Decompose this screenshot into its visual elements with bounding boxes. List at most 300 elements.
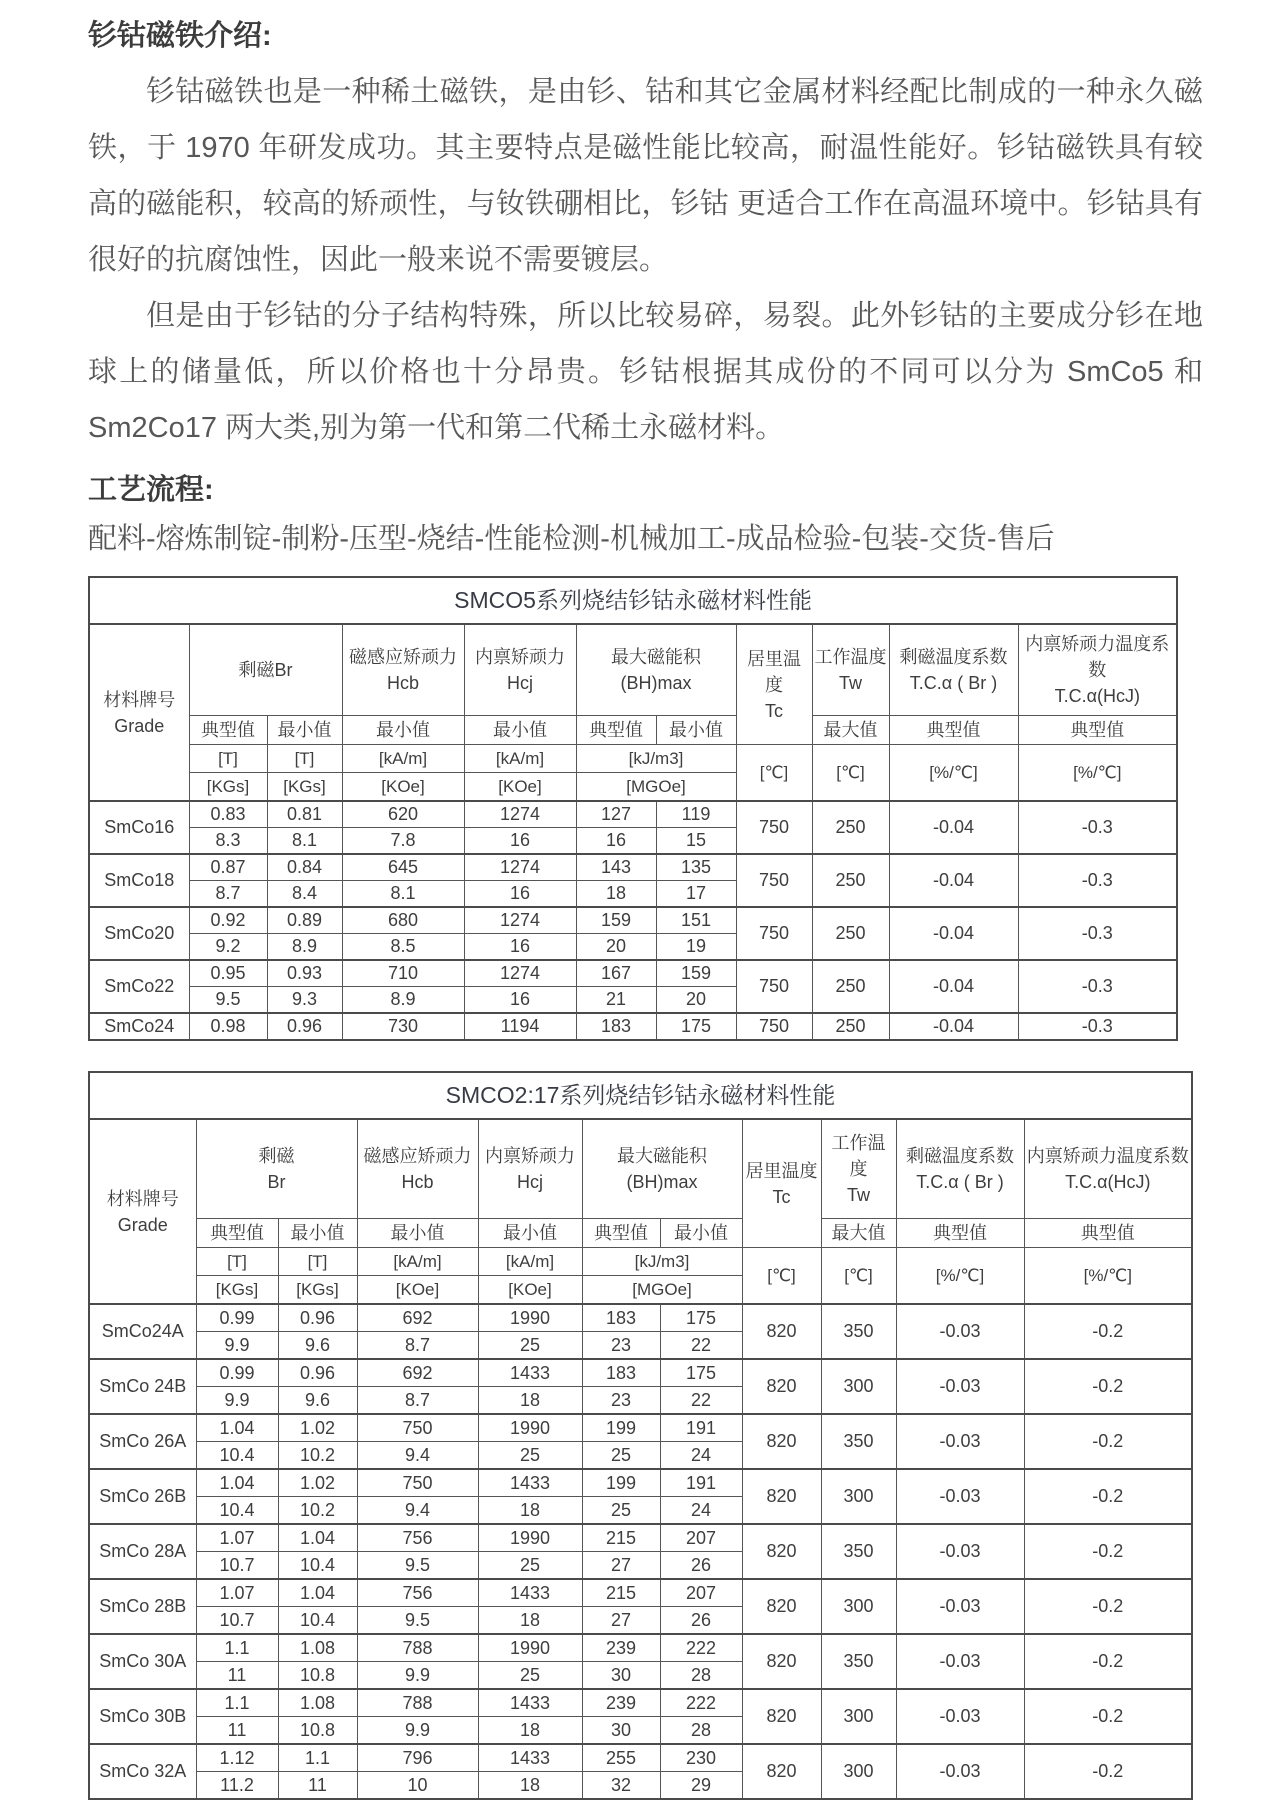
col-header-tw: 工作温度 Tw — [821, 1119, 896, 1219]
unit-cell: [KOe] — [342, 773, 464, 802]
data-cell: 750 — [357, 1469, 478, 1497]
data-cell: 1.04 — [196, 1469, 278, 1497]
data-cell: 215 — [582, 1579, 660, 1607]
data-cell: 18 — [478, 1497, 582, 1525]
data-cell-tca-br: -0.03 — [896, 1469, 1024, 1524]
data-cell-tca-br: -0.04 — [889, 801, 1018, 854]
col-header-tw: 工作温度 Tw — [812, 624, 889, 716]
data-cell: 17 — [656, 881, 736, 908]
data-cell: 191 — [660, 1414, 742, 1442]
data-cell: 26 — [660, 1607, 742, 1635]
subheader-cell: 典型值 — [196, 1219, 278, 1248]
grade-cell: SmCo 26A — [89, 1414, 196, 1469]
data-cell: 1274 — [464, 801, 576, 828]
col-header-hcj: 内禀矫顽力 Hcj — [464, 624, 576, 716]
data-cell-tw: 350 — [821, 1414, 896, 1469]
data-cell: 1990 — [478, 1414, 582, 1442]
data-cell: 18 — [576, 881, 656, 908]
data-cell-tc: 750 — [736, 1013, 812, 1040]
data-cell: 18 — [478, 1387, 582, 1415]
grade-cell: SmCo 26B — [89, 1469, 196, 1524]
data-cell: 0.95 — [189, 960, 267, 987]
subheader-cell: 最小值 — [464, 716, 576, 745]
grade-cell: SmCo16 — [89, 801, 189, 854]
data-cell: 8.3 — [189, 828, 267, 855]
unit-cell: [KGs] — [196, 1276, 278, 1305]
data-cell: 24 — [660, 1497, 742, 1525]
data-cell: 730 — [342, 1013, 464, 1040]
data-cell: 16 — [464, 987, 576, 1014]
data-cell: 9.4 — [357, 1497, 478, 1525]
unit-cell: [KGs] — [278, 1276, 357, 1305]
data-cell: 1274 — [464, 907, 576, 934]
col-header-bhmax: 最大磁能积 (BH)max — [582, 1119, 742, 1219]
col-header-br: 剩磁Br — [189, 624, 342, 716]
data-cell: 230 — [660, 1744, 742, 1772]
subheader-cell: 典型值 — [1018, 716, 1177, 745]
data-cell-tca-br: -0.03 — [896, 1579, 1024, 1634]
data-cell-tca-hcj: -0.2 — [1024, 1469, 1192, 1524]
unit-cell: [T] — [278, 1248, 357, 1276]
data-cell: 10.7 — [196, 1607, 278, 1635]
data-cell: 0.99 — [196, 1359, 278, 1387]
subheader-cell: 最小值 — [342, 716, 464, 745]
data-cell: 796 — [357, 1744, 478, 1772]
data-cell: 1.1 — [278, 1744, 357, 1772]
data-cell: 167 — [576, 960, 656, 987]
unit-cell: [%/℃] — [1018, 745, 1177, 802]
data-cell: 175 — [656, 1013, 736, 1040]
data-cell: 9.2 — [189, 934, 267, 961]
process-heading: 工艺流程: — [88, 474, 214, 506]
unit-cell: [kA/m] — [342, 745, 464, 773]
data-cell: 8.7 — [357, 1387, 478, 1415]
subheader-cell: 最小值 — [656, 716, 736, 745]
unit-cell: [T] — [267, 745, 342, 773]
data-cell-tc: 750 — [736, 854, 812, 907]
data-cell: 29 — [660, 1772, 742, 1800]
data-cell-tc: 820 — [742, 1414, 821, 1469]
data-cell-tca-hcj: -0.3 — [1018, 960, 1177, 1013]
col-header-hcb: 磁感应矫顽力 Hcb — [342, 624, 464, 716]
data-cell: 10.4 — [196, 1497, 278, 1525]
data-cell: 8.9 — [342, 987, 464, 1014]
data-cell-tw: 300 — [821, 1359, 896, 1414]
data-cell: 18 — [478, 1717, 582, 1745]
unit-cell: [℃] — [736, 745, 812, 802]
data-cell-tca-hcj: -0.3 — [1018, 907, 1177, 960]
data-cell: 11.2 — [196, 1772, 278, 1800]
data-cell: 1433 — [478, 1359, 582, 1387]
data-cell: 10.4 — [278, 1607, 357, 1635]
data-cell-tca-hcj: -0.3 — [1018, 801, 1177, 854]
data-cell: 10.8 — [278, 1717, 357, 1745]
data-cell-tca-br: -0.04 — [889, 854, 1018, 907]
data-cell: 9.5 — [189, 987, 267, 1014]
data-cell-tc: 820 — [742, 1634, 821, 1689]
data-cell: 0.83 — [189, 801, 267, 828]
subheader-cell: 典型值 — [582, 1219, 660, 1248]
data-cell-tw: 250 — [812, 854, 889, 907]
data-cell: 1990 — [478, 1524, 582, 1552]
data-cell: 222 — [660, 1689, 742, 1717]
col-header-hcj: 内禀矫顽力 Hcj — [478, 1119, 582, 1219]
data-cell: 135 — [656, 854, 736, 881]
unit-cell: [MGOe] — [576, 773, 736, 802]
unit-cell: [KOe] — [478, 1276, 582, 1305]
data-cell: 9.9 — [357, 1662, 478, 1690]
unit-cell: [℃] — [742, 1248, 821, 1305]
data-cell: 239 — [582, 1689, 660, 1717]
data-cell: 8.9 — [267, 934, 342, 961]
data-cell: 25 — [478, 1442, 582, 1470]
data-cell: 22 — [660, 1332, 742, 1360]
intro-heading: 钐钴磁铁介绍: — [88, 20, 272, 52]
data-cell: 21 — [576, 987, 656, 1014]
data-cell: 1274 — [464, 960, 576, 987]
data-cell: 680 — [342, 907, 464, 934]
grade-cell: SmCo24A — [89, 1304, 196, 1359]
data-cell: 10.8 — [278, 1662, 357, 1690]
process-flow-text: 配料-熔炼制锭-制粉-压型-烧结-性能检测-机械加工-成品检验-包装-交货-售后 — [88, 523, 1055, 555]
data-cell: 1.08 — [278, 1689, 357, 1717]
grade-cell: SmCo 28A — [89, 1524, 196, 1579]
data-cell-tw: 350 — [821, 1634, 896, 1689]
subheader-cell: 最小值 — [267, 716, 342, 745]
unit-cell: [KOe] — [464, 773, 576, 802]
data-cell-tca-hcj: -0.2 — [1024, 1414, 1192, 1469]
data-cell: 0.89 — [267, 907, 342, 934]
col-header-grade: 材料牌号 Grade — [89, 1119, 196, 1304]
data-cell: 255 — [582, 1744, 660, 1772]
data-cell: 1990 — [478, 1634, 582, 1662]
data-cell: 9.6 — [278, 1387, 357, 1415]
data-cell: 756 — [357, 1524, 478, 1552]
data-cell: 10.7 — [196, 1552, 278, 1580]
subheader-cell: 典型值 — [189, 716, 267, 745]
unit-cell: [℃] — [812, 745, 889, 802]
subheader-cell: 最小值 — [478, 1219, 582, 1248]
data-cell: 159 — [656, 960, 736, 987]
data-cell-tca-hcj: -0.2 — [1024, 1304, 1192, 1359]
data-cell: 9.9 — [196, 1332, 278, 1360]
data-cell: 191 — [660, 1469, 742, 1497]
data-cell-tc: 820 — [742, 1469, 821, 1524]
data-cell: 16 — [576, 828, 656, 855]
data-cell-tw: 250 — [812, 801, 889, 854]
col-header-grade: 材料牌号 Grade — [89, 624, 189, 801]
data-cell: 143 — [576, 854, 656, 881]
grade-cell: SmCo20 — [89, 907, 189, 960]
data-cell: 9.3 — [267, 987, 342, 1014]
data-cell: 19 — [656, 934, 736, 961]
unit-cell: [%/℃] — [896, 1248, 1024, 1305]
data-cell-tca-hcj: -0.2 — [1024, 1579, 1192, 1634]
data-cell: 22 — [660, 1387, 742, 1415]
data-cell-tw: 250 — [812, 1013, 889, 1040]
data-cell: 1.04 — [278, 1524, 357, 1552]
data-cell: 207 — [660, 1524, 742, 1552]
subheader-cell: 典型值 — [896, 1219, 1024, 1248]
unit-cell: [T] — [196, 1248, 278, 1276]
grade-cell: SmCo 30A — [89, 1634, 196, 1689]
data-cell: 10.2 — [278, 1497, 357, 1525]
data-cell-tc: 750 — [736, 801, 812, 854]
data-cell: 15 — [656, 828, 736, 855]
col-header-tca-hcj: 内禀矫顽力温度系数 T.C.α(HcJ) — [1024, 1119, 1192, 1219]
data-cell: 9.5 — [357, 1552, 478, 1580]
subheader-cell: 最小值 — [357, 1219, 478, 1248]
subheader-cell: 典型值 — [889, 716, 1018, 745]
table-title: SMCO2:17系列烧结钐钴永磁材料性能 — [89, 1072, 1192, 1119]
col-header-tc: 居里温度 Tc — [736, 624, 812, 745]
data-cell-tc: 820 — [742, 1744, 821, 1799]
subheader-cell: 最大值 — [812, 716, 889, 745]
table-title: SMCO5系列烧结钐钴永磁材料性能 — [89, 577, 1177, 624]
data-cell: 10.4 — [196, 1442, 278, 1470]
data-cell-tw: 300 — [821, 1579, 896, 1634]
data-cell: 1990 — [478, 1304, 582, 1332]
data-cell-tw: 350 — [821, 1524, 896, 1579]
data-cell: 8.5 — [342, 934, 464, 961]
data-cell: 183 — [582, 1359, 660, 1387]
data-cell: 28 — [660, 1717, 742, 1745]
data-cell: 9.9 — [196, 1387, 278, 1415]
data-cell-tca-br: -0.03 — [896, 1304, 1024, 1359]
smco5-table — [88, 576, 1178, 1041]
data-cell: 788 — [357, 1689, 478, 1717]
unit-cell: [KGs] — [267, 773, 342, 802]
data-cell: 8.7 — [357, 1332, 478, 1360]
subheader-cell: 最小值 — [278, 1219, 357, 1248]
subheader-cell: 最大值 — [821, 1219, 896, 1248]
unit-cell: [MGOe] — [582, 1276, 742, 1305]
data-cell: 8.1 — [267, 828, 342, 855]
data-cell: 1.04 — [196, 1414, 278, 1442]
data-cell: 0.99 — [196, 1304, 278, 1332]
data-cell: 30 — [582, 1662, 660, 1690]
unit-cell: [kJ/m3] — [582, 1248, 742, 1276]
data-cell: 1.1 — [196, 1689, 278, 1717]
data-cell: 0.92 — [189, 907, 267, 934]
data-cell-tw: 250 — [812, 960, 889, 1013]
data-cell: 1.12 — [196, 1744, 278, 1772]
unit-cell: [KGs] — [189, 773, 267, 802]
data-cell: 25 — [478, 1552, 582, 1580]
data-cell: 1433 — [478, 1579, 582, 1607]
col-header-tc: 居里温度 Tc — [742, 1119, 821, 1248]
data-cell: 645 — [342, 854, 464, 881]
data-cell: 30 — [582, 1717, 660, 1745]
tables-section — [88, 576, 1203, 1800]
unit-cell: [kJ/m3] — [576, 745, 736, 773]
data-cell-tw: 300 — [821, 1469, 896, 1524]
data-cell: 692 — [357, 1359, 478, 1387]
data-cell-tc: 750 — [736, 960, 812, 1013]
data-cell-tc: 820 — [742, 1524, 821, 1579]
unit-cell: [℃] — [821, 1248, 896, 1305]
data-cell: 0.93 — [267, 960, 342, 987]
data-cell: 750 — [357, 1414, 478, 1442]
data-cell: 23 — [582, 1387, 660, 1415]
data-cell: 183 — [582, 1304, 660, 1332]
data-cell-tca-br: -0.03 — [896, 1689, 1024, 1744]
data-cell: 1.07 — [196, 1579, 278, 1607]
data-cell: 7.8 — [342, 828, 464, 855]
data-cell: 756 — [357, 1579, 478, 1607]
data-cell: 28 — [660, 1662, 742, 1690]
data-cell: 9.4 — [357, 1442, 478, 1470]
data-cell: 215 — [582, 1524, 660, 1552]
grade-cell: SmCo 30B — [89, 1689, 196, 1744]
data-cell-tw: 250 — [812, 907, 889, 960]
data-cell: 692 — [357, 1304, 478, 1332]
grade-cell: SmCo24 — [89, 1013, 189, 1040]
data-cell: 16 — [464, 881, 576, 908]
data-cell: 0.87 — [189, 854, 267, 881]
data-cell: 222 — [660, 1634, 742, 1662]
unit-cell: [kA/m] — [464, 745, 576, 773]
data-cell: 175 — [660, 1359, 742, 1387]
data-cell: 159 — [576, 907, 656, 934]
data-cell: 710 — [342, 960, 464, 987]
data-cell: 1274 — [464, 854, 576, 881]
data-cell-tca-br: -0.03 — [896, 1524, 1024, 1579]
data-cell: 10.4 — [278, 1552, 357, 1580]
data-cell-tw: 300 — [821, 1689, 896, 1744]
subheader-cell: 典型值 — [1024, 1219, 1192, 1248]
col-header-tca-br: 剩磁温度系数 T.C.α ( Br ) — [889, 624, 1018, 716]
data-cell: 151 — [656, 907, 736, 934]
unit-cell: [%/℃] — [1024, 1248, 1192, 1305]
unit-cell: [%/℃] — [889, 745, 1018, 802]
data-cell: 25 — [582, 1497, 660, 1525]
col-header-hcb: 磁感应矫顽力 Hcb — [357, 1119, 478, 1219]
data-cell-tca-hcj: -0.3 — [1018, 1013, 1177, 1040]
data-cell: 199 — [582, 1414, 660, 1442]
data-cell-tca-br: -0.04 — [889, 960, 1018, 1013]
data-cell: 16 — [464, 934, 576, 961]
data-cell: 1.02 — [278, 1414, 357, 1442]
data-cell: 8.1 — [342, 881, 464, 908]
data-cell-tca-hcj: -0.3 — [1018, 854, 1177, 907]
data-cell: 1433 — [478, 1689, 582, 1717]
data-cell-tca-hcj: -0.2 — [1024, 1689, 1192, 1744]
data-cell: 0.98 — [189, 1013, 267, 1040]
data-cell: 18 — [478, 1607, 582, 1635]
data-cell: 0.96 — [278, 1304, 357, 1332]
data-cell-tca-br: -0.04 — [889, 1013, 1018, 1040]
data-cell: 8.7 — [189, 881, 267, 908]
grade-cell: SmCo 24B — [89, 1359, 196, 1414]
data-cell: 27 — [582, 1607, 660, 1635]
data-cell: 239 — [582, 1634, 660, 1662]
data-cell-tw: 300 — [821, 1744, 896, 1799]
data-cell: 32 — [582, 1772, 660, 1800]
grade-cell: SmCo22 — [89, 960, 189, 1013]
data-cell-tca-br: -0.03 — [896, 1744, 1024, 1799]
data-cell: 11 — [278, 1772, 357, 1800]
data-cell-tc: 750 — [736, 907, 812, 960]
data-cell: 9.9 — [357, 1717, 478, 1745]
data-cell: 1.1 — [196, 1634, 278, 1662]
data-cell: 20 — [656, 987, 736, 1014]
data-cell-tw: 350 — [821, 1304, 896, 1359]
data-cell: 11 — [196, 1717, 278, 1745]
smco217-table — [88, 1071, 1193, 1800]
data-cell: 1194 — [464, 1013, 576, 1040]
data-cell-tca-hcj: -0.2 — [1024, 1634, 1192, 1689]
unit-cell: [KOe] — [357, 1276, 478, 1305]
data-cell: 27 — [582, 1552, 660, 1580]
data-cell: 10.2 — [278, 1442, 357, 1470]
data-cell: 25 — [582, 1442, 660, 1470]
data-cell: 24 — [660, 1442, 742, 1470]
unit-cell: [T] — [189, 745, 267, 773]
data-cell: 1.04 — [278, 1579, 357, 1607]
data-cell: 25 — [478, 1662, 582, 1690]
data-cell: 0.81 — [267, 801, 342, 828]
data-cell: 9.6 — [278, 1332, 357, 1360]
grade-cell: SmCo 32A — [89, 1744, 196, 1799]
data-cell: 1433 — [478, 1469, 582, 1497]
data-cell: 183 — [576, 1013, 656, 1040]
data-cell-tca-br: -0.03 — [896, 1634, 1024, 1689]
data-cell: 199 — [582, 1469, 660, 1497]
data-cell-tca-hcj: -0.2 — [1024, 1524, 1192, 1579]
data-cell-tca-br: -0.03 — [896, 1359, 1024, 1414]
data-cell: 8.4 — [267, 881, 342, 908]
data-cell: 20 — [576, 934, 656, 961]
data-cell: 620 — [342, 801, 464, 828]
data-cell: 1.08 — [278, 1634, 357, 1662]
intro-paragraph-2: 但是由于钐钴的分子结构特殊，所以比较易碎，易裂。此外钐钴的主要成分钐在地球上的储量低，所以价格也十分昂贵。钐钴根据其成份的不同可以分为 SmCo5 和 Sm2Co17 两大类,别为第一代和第二代稀土永磁材料。 — [88, 300, 1203, 444]
data-cell-tca-hcj: -0.2 — [1024, 1744, 1192, 1799]
col-header-br: 剩磁 Br — [196, 1119, 357, 1219]
subheader-cell: 典型值 — [576, 716, 656, 745]
data-cell: 26 — [660, 1552, 742, 1580]
data-cell: 16 — [464, 828, 576, 855]
grade-cell: SmCo18 — [89, 854, 189, 907]
data-cell: 1433 — [478, 1744, 582, 1772]
unit-cell: [kA/m] — [357, 1248, 478, 1276]
unit-cell: [kA/m] — [478, 1248, 582, 1276]
intro-paragraph-1: 钐钴磁铁也是一种稀土磁铁，是由钐、钴和其它金属材料经配比制成的一种永久磁铁，于 1970 年研发成功。其主要特点是磁性能比较高，耐温性能好。钐钴磁铁具有较高的磁能积，较高的矫顽性，与钕铁硼相比，钐钴 更适合工作在高温环境中。钐钴具有很好的抗腐蚀性，因此一般来说不需要镀层。 — [88, 76, 1203, 276]
data-cell-tc: 820 — [742, 1689, 821, 1744]
data-cell: 0.96 — [267, 1013, 342, 1040]
col-header-tca-br: 剩磁温度系数 T.C.α ( Br ) — [896, 1119, 1024, 1219]
data-cell: 10 — [357, 1772, 478, 1800]
col-header-bhmax: 最大磁能积 (BH)max — [576, 624, 736, 716]
data-cell: 788 — [357, 1634, 478, 1662]
data-cell: 9.5 — [357, 1607, 478, 1635]
data-cell-tca-hcj: -0.2 — [1024, 1359, 1192, 1414]
data-cell-tca-br: -0.04 — [889, 907, 1018, 960]
data-cell: 0.96 — [278, 1359, 357, 1387]
data-cell: 1.07 — [196, 1524, 278, 1552]
data-cell: 207 — [660, 1579, 742, 1607]
data-cell-tc: 820 — [742, 1579, 821, 1634]
data-cell: 11 — [196, 1662, 278, 1690]
grade-cell: SmCo 28B — [89, 1579, 196, 1634]
data-cell: 18 — [478, 1772, 582, 1800]
data-cell: 175 — [660, 1304, 742, 1332]
data-cell: 1.02 — [278, 1469, 357, 1497]
data-cell: 23 — [582, 1332, 660, 1360]
data-cell: 127 — [576, 801, 656, 828]
data-cell: 0.84 — [267, 854, 342, 881]
data-cell: 25 — [478, 1332, 582, 1360]
